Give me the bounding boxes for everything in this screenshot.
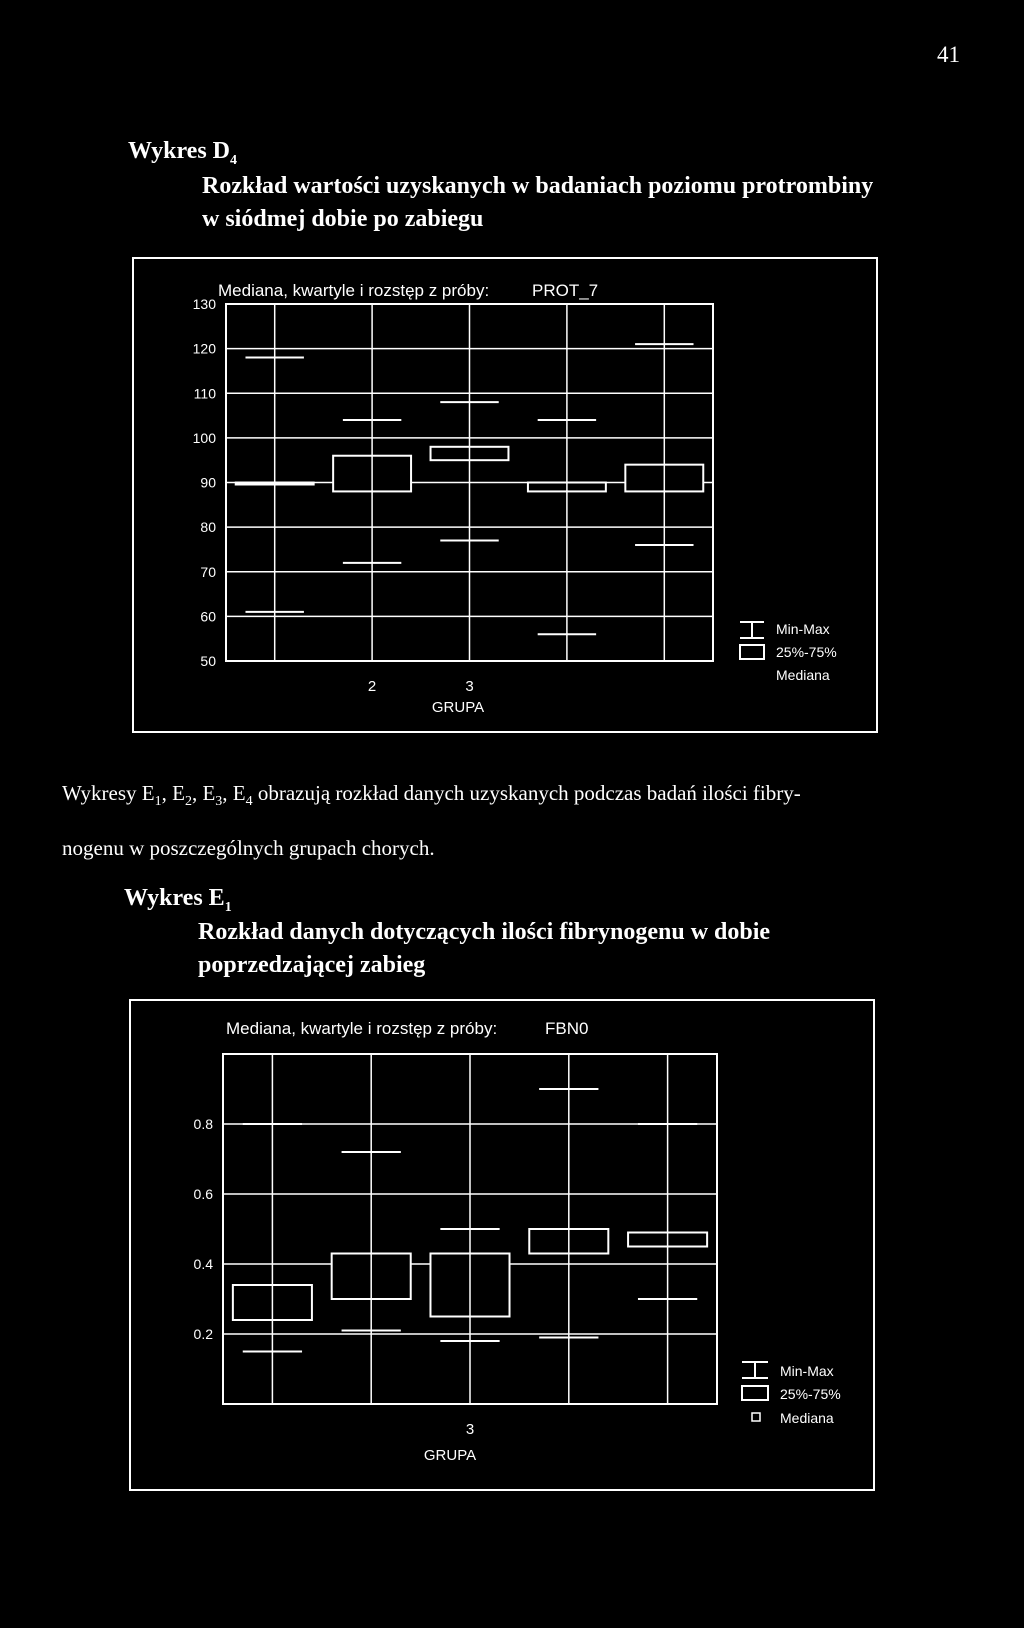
chart-prot7-variable: PROT_7 xyxy=(532,281,599,300)
paragraph-sub1: 1 xyxy=(154,794,162,810)
y-tick-label: 90 xyxy=(200,474,216,491)
legend-minmax-label: Min-Max xyxy=(776,621,830,637)
chart-prot7-xlabel: GRUPA xyxy=(431,699,485,716)
y-tick-label: 0.4 xyxy=(193,1256,213,1272)
paragraph-line2: nogenu w poszczególnych grupach chorych. xyxy=(62,836,435,861)
y-tick-label: 110 xyxy=(193,385,216,402)
legend-quartile-label: 25%-75% xyxy=(780,1386,841,1402)
x-tick-label: 3 xyxy=(465,678,474,695)
figure-d4-label-text: Wykres D xyxy=(128,138,230,164)
legend-minmax-label: Min-Max xyxy=(780,1363,834,1379)
paragraph-sub2: 2 xyxy=(184,794,192,810)
y-tick-label: 0.2 xyxy=(193,1326,213,1342)
y-tick-label: 60 xyxy=(200,608,216,625)
y-tick-label: 80 xyxy=(200,519,216,536)
figure-e1-label-text: Wykres E xyxy=(124,885,225,911)
figure-d4-label-sub: 4 xyxy=(230,152,237,168)
x-tick-label: 2 xyxy=(367,678,377,695)
legend-median-label: Mediana xyxy=(780,1410,834,1426)
legend-quartile-label: 25%-75% xyxy=(776,644,837,660)
paragraph-prefix: Wykresy E xyxy=(62,781,155,805)
legend-median-icon xyxy=(752,1413,760,1421)
y-tick-label: 100 xyxy=(192,429,216,446)
legend-median-label: Mediana xyxy=(776,667,830,683)
y-tick-label: 130 xyxy=(192,296,216,312)
chart-fbn0-legend xyxy=(742,1362,841,1426)
legend-minmax-icon xyxy=(742,1362,768,1378)
y-tick-label: 50 xyxy=(200,653,216,669)
y-tick-label: 70 xyxy=(200,563,216,580)
paragraph-sep3: , E xyxy=(222,781,246,805)
figure-d4-title-line2: w siódmej dobie po zabiegu xyxy=(202,206,484,232)
figure-e1-label-sub: 1 xyxy=(224,899,232,915)
chart-prot7-title: Mediana, kwartyle i rozstęp z próby: xyxy=(218,281,490,300)
page-number: 41 xyxy=(937,42,960,67)
paragraph-sep2: , E xyxy=(191,781,216,805)
paragraph-rest: obrazują rozkład danych uzyskanych podczas badań ilości fibry- xyxy=(252,781,801,805)
y-tick-label: 0.8 xyxy=(193,1116,213,1132)
chart-fbn0-variable: FBN0 xyxy=(545,1019,589,1038)
legend-quartile-icon xyxy=(742,1386,768,1400)
y-tick-label: 0.6 xyxy=(193,1186,213,1202)
chart-fbn0-title: Mediana, kwartyle i rozstęp z próby: xyxy=(226,1019,498,1038)
y-tick-label: 120 xyxy=(192,340,216,357)
chart-fbn0-frame xyxy=(130,1000,874,1490)
figure-e1-title-line2: poprzedzającej zabieg xyxy=(198,952,426,978)
paragraph-sep1: , E xyxy=(161,781,185,805)
chart-fbn0-xlabel: GRUPA xyxy=(423,1447,477,1464)
paragraph-sub3: 3 xyxy=(215,794,223,810)
x-tick-label: 3 xyxy=(465,1421,475,1438)
figure-e1-title-line1: Rozkład danych dotyczących ilości fibrynogenu w dobie xyxy=(198,919,771,945)
paragraph-sub4: 4 xyxy=(245,794,253,810)
figure-d4-title-line1: Rozkład wartości uzyskanych w badaniach poziomu protrombiny xyxy=(202,173,874,199)
